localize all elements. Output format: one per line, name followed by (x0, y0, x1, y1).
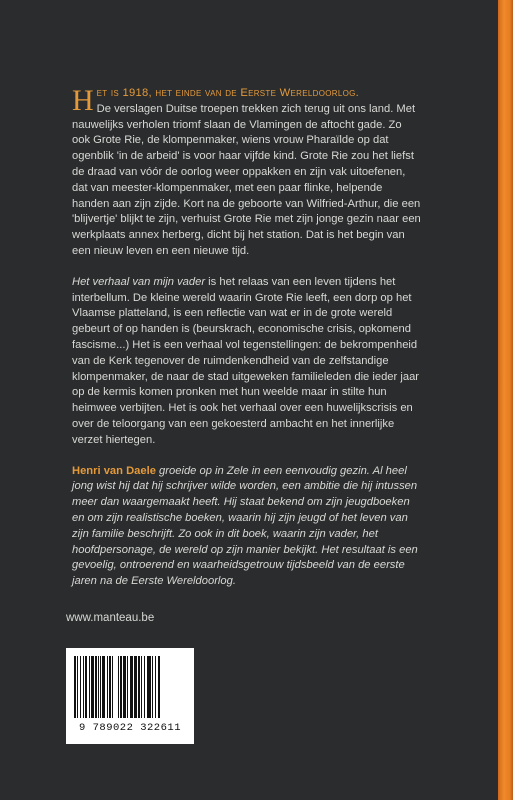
blurb (72, 86, 422, 590)
opening-line: et is 1918, het einde van de Eerste Wereldoorlog. (96, 87, 360, 99)
author-name: Henri van Daele (72, 464, 156, 477)
publisher-url: www.manteau.be (66, 612, 155, 624)
intro-text: De verslagen Duitse troepen trekken zich terug uit ons land. Met nauwelijks verholen triomf slaan de Vlamingen de aftocht gade. Zo ook Grote Rie, de klompenmaker, wiens vrouw Pharaïlde op dat ogenblik 'in de arbeid' is voor haar vijfde kind. Grote Rie zou het liefst de draad van vóór de oorlog weer oppakken en zijn vak uitoefenen, dat van meester-klompenmaker, met een paar flinke, helpende handen aan zijn zijde. Kort na de geboorte van Wilfried-Arthur, die een 'blijvertje' blijkt te zijn, verhuist Grote Rie met zijn jonge gezin naar een werkplaats annex herberg, dicht bij het station. Dat is het begin van een nieuw leven en een nieuwe tijd. (72, 102, 421, 257)
spine-edge (498, 0, 513, 800)
summary-paragraph (72, 275, 422, 449)
author-bio (72, 464, 422, 590)
intro-paragraph (72, 86, 422, 260)
summary-text: is het relaas van een leven tijdens het interbellum. De kleine wereld waarin Grote Rie leeft, een dorp op het Vlaamse platteland, is een reflectie van wat er in de grote wereld gebeurt of op handen is (beurskrach, economische crisis, opkomend fascisme...) Het is een verhaal vol tegenstellingen: de bekrompenheid van de Kerk tegenover de ruimdenkendheid van de zelfstandige klompenmaker, de naar de stad uitgeweken familieleden die ieder jaar op de kermis komen pronken met hun weelde maar in stilte hun heimwee verbijten. Het is ook het verhaal over een huwelijkscrisis en over de teloorgang van een gekoesterd ambacht en het innerlijke verzet hiertegen. (72, 275, 420, 446)
barcode-stripe (160, 656, 161, 718)
book-title-inline: Het verhaal van mijn vader (72, 275, 206, 288)
barcode-bars (74, 656, 186, 718)
drop-cap: H (72, 84, 94, 117)
author-bio-text: groeide op in Zele in een eenvoudig gezin. Al heel jong wist hij dat hij schrijver wilde worden, een ambitie die hij intussen meer dan waargemaakt heeft. Hij staat bekend om zijn jeugdboeken en om zijn realistische boeken, waarin hij zijn jeugd of het leven van zijn familie beschrijft. Zo ook in dit boek, waarin zijn vader, het hoofdpersonage, de wereld op zijn manier bekijkt. Het resultaat is een gevoelig, ontroerend en waarheidsgetrouw tijdsbeeld van de eerste jaren na de Eerste Wereldoorlog. (72, 464, 418, 588)
isbn-digits: 9 789022 322611 (78, 722, 181, 734)
barcode (66, 648, 194, 744)
